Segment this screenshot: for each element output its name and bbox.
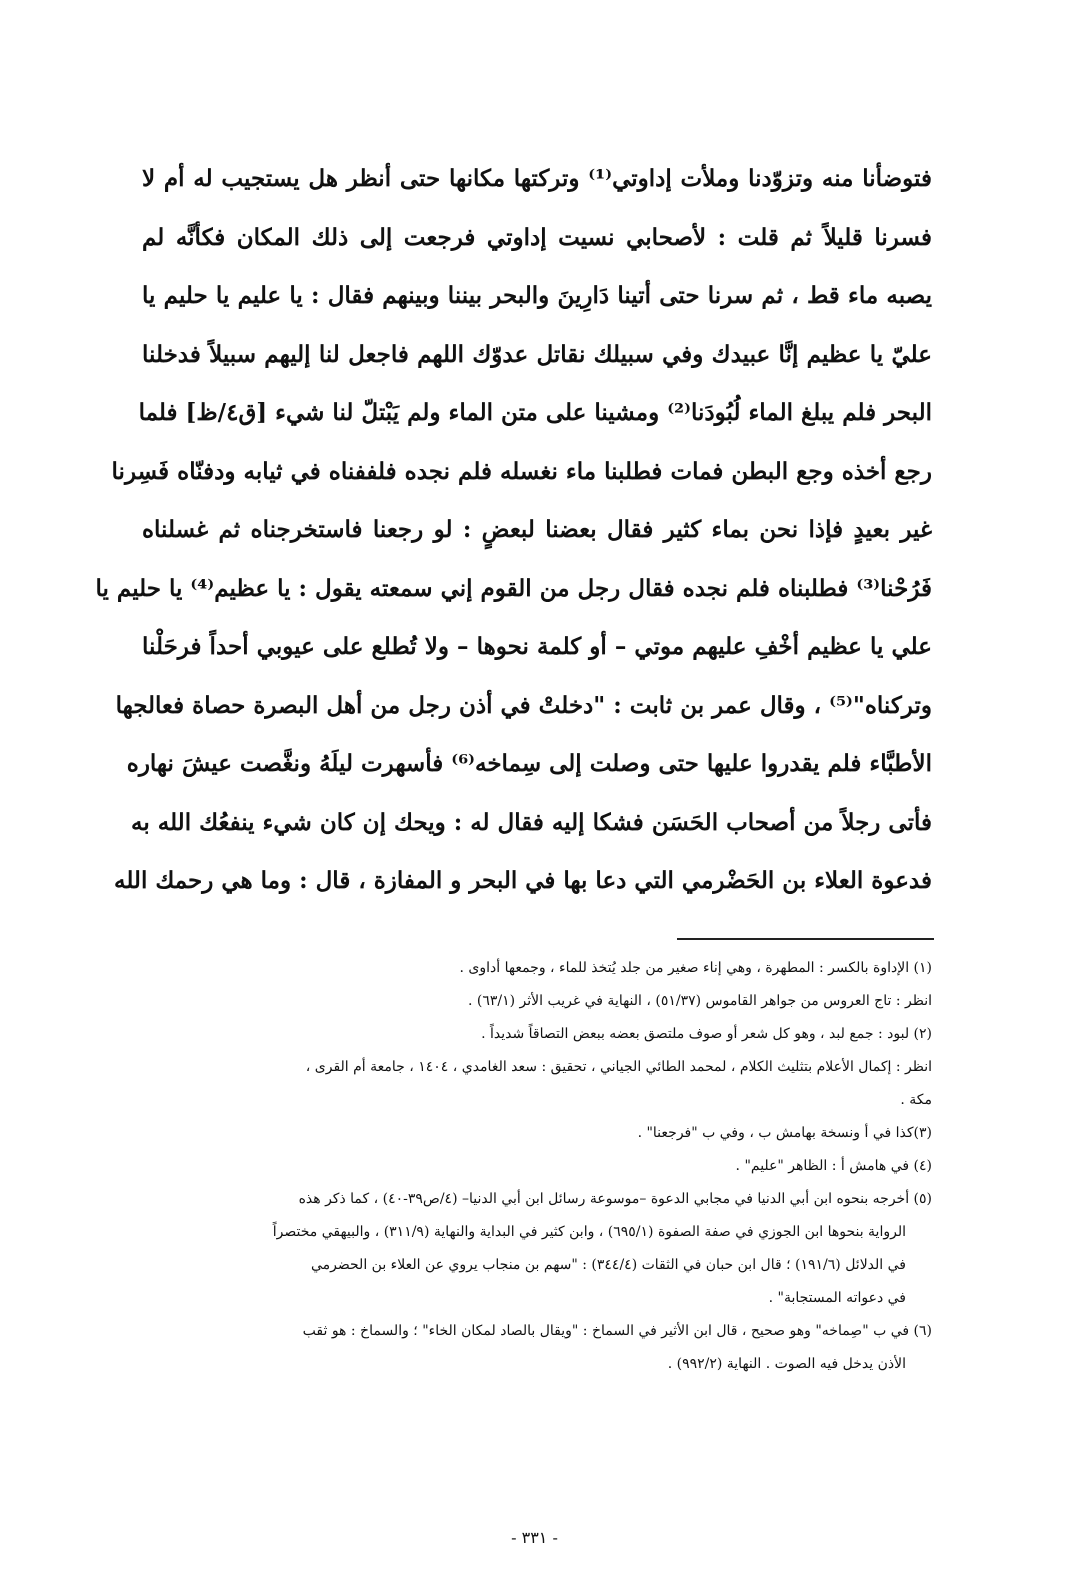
text-line: يصبه ماء قط ، ثم سرنا حتى أتينا دَارِينَ والبحر بيننا وبينهم فقال : يا عليم يا حليم يا [142, 282, 932, 309]
footnotes [142, 952, 932, 1381]
text-line: فَرُحْنا⁽³⁾ فطلبناه فلم نجده فقال رجل من القوم إني سمعته يقول : يا عظيم⁽⁴⁾ يا حليم يا [95, 574, 932, 602]
page-number: - ٣٣١ - [511, 1528, 558, 1547]
text-line: فسرنا قليلاً ثم قلت : لأصحابي نسيت إداوتي فرجعت إلى ذلك المكان فكأنَّه لم [142, 223, 932, 251]
text-line: رجع أخذه وجع البطن فمات فطلبنا ماء نغسله فلم نجده فلففناه في ثيابه ودفنّاه فَسِرنا [111, 457, 932, 485]
footnote-line: الرواية بنحوها ابن الجوزي في صفة الصفوة (٦٩٥/١) ، وابن كثير في البداية والنهاية (٣١١/٩) ، والبيهقي مختصراً [272, 1224, 906, 1240]
footnote-line: (٥) أخرجه بنحوه ابن أبي الدنيا في مجابي الدعوة –موسوعة رسائل ابن أبي الدنيا– (٤/ص٣٩-٤٠) ، كما ذكر هذه [298, 1191, 932, 1207]
text-line: فأتى رجلاً من أصحاب الحَسَن فشكا إليه فقال له : ويحك إن كان شيء ينفعُك الله به [131, 808, 932, 836]
text-line: علي يا عظيم أخْفِ عليهم موتي – أو كلمة نحوها – ولا تُطلع على عيوبي أحداً فرحَلْنا [142, 633, 932, 660]
footnote-line: انظر : تاج العروس من جواهر القاموس (٥١/٣٧) ، النهاية في غريب الأثر (٦٣/١) . [467, 993, 932, 1009]
footnote-line: (٢) لبود : جمع لبد ، وهو كل شعر أو صوف ملتصق بعضه ببعض التصاقاً شديداً . [481, 1026, 932, 1042]
footnote-line: في دعواته المستجابة" . [768, 1290, 906, 1306]
text-line: البحر فلم يبلغ الماء لُبُودَنا⁽²⁾ ومشينا على متن الماء ولم يَبْتلّ لنا شيء [ق٤/ظ] فلما [138, 399, 932, 426]
text-line: فتوضأنا منه وتزوّدنا وملأت إداوتي⁽¹⁾ وتركتها مكانها حتى أنظر هل يستجيب له أم لا [142, 165, 932, 192]
footnote-line: (١) الإداوة بالكسر : المطهرة ، وهي إناء صغير من جلد يُتخذ للماء ، وجمعها أداوى . [459, 960, 932, 976]
text-line: وتركناه"⁽⁵⁾ ، وقال عمر بن ثابت : "دخلتْ في أذن رجل من أهل البصرة حصاة فعالجها [115, 691, 932, 719]
footnote-line: انظر : إكمال الأعلام بتثليث الكلام ، لمحمد الطائي الجياني ، تحقيق : سعد الغامدي ، ١٤٠٤ ، جامعة أم القرى ، [305, 1059, 932, 1075]
footnote-line: (٤) في هامش أ : الظاهر "عليم" . [735, 1158, 932, 1174]
footnote-separator [677, 938, 934, 940]
footnote-line: الأذن يدخل فيه الصوت . النهاية (٩٩٢/٢) . [667, 1356, 906, 1372]
footnote-line: (٦) في ب "صِماخه" وهو صحيح ، قال ابن الأثير في السماخ : "ويقال بالصاد لمكان الخاء" ؛ والسماخ : هو ثقب [302, 1323, 932, 1339]
main-text [95, 150, 932, 911]
footnote-line: (٣)كذا في أ ونسخة بهامش ب ، وفي ب "فرجعنا" . [637, 1125, 932, 1141]
footnote-line: في الدلائل (١٩١/٦) ؛ قال ابن حبان في الثقات (٣٤٤/٤) : "سهم بن منجاب يروي عن العلاء بن الحضرمي [310, 1257, 906, 1273]
text-line: فدعوة العلاء بن الحَضْرمي التي دعا بها في البحر و المفازة ، قال : وما هي رحمك الله [113, 867, 932, 894]
text-line: غير بعيدٍ فإذا نحن بماء كثير فقال بعضنا لبعضٍ : لو رجعنا فاستخرجناه ثم غسلناه [142, 516, 932, 543]
text-line: الأطبَّاء فلم يقدروا عليها حتى وصلت إلى سِماخه⁽⁶⁾ فأسهرت ليلَهُ ونغَّصت عيشَ نهاره [126, 750, 932, 777]
footnote-line: مكة . [900, 1092, 932, 1108]
text-line: عليّ يا عظيم إنَّا عبيدك وفي سبيلك نقاتل عدوّك اللهم فاجعل لنا إليهم سبيلاً فدخلنا [142, 340, 932, 368]
